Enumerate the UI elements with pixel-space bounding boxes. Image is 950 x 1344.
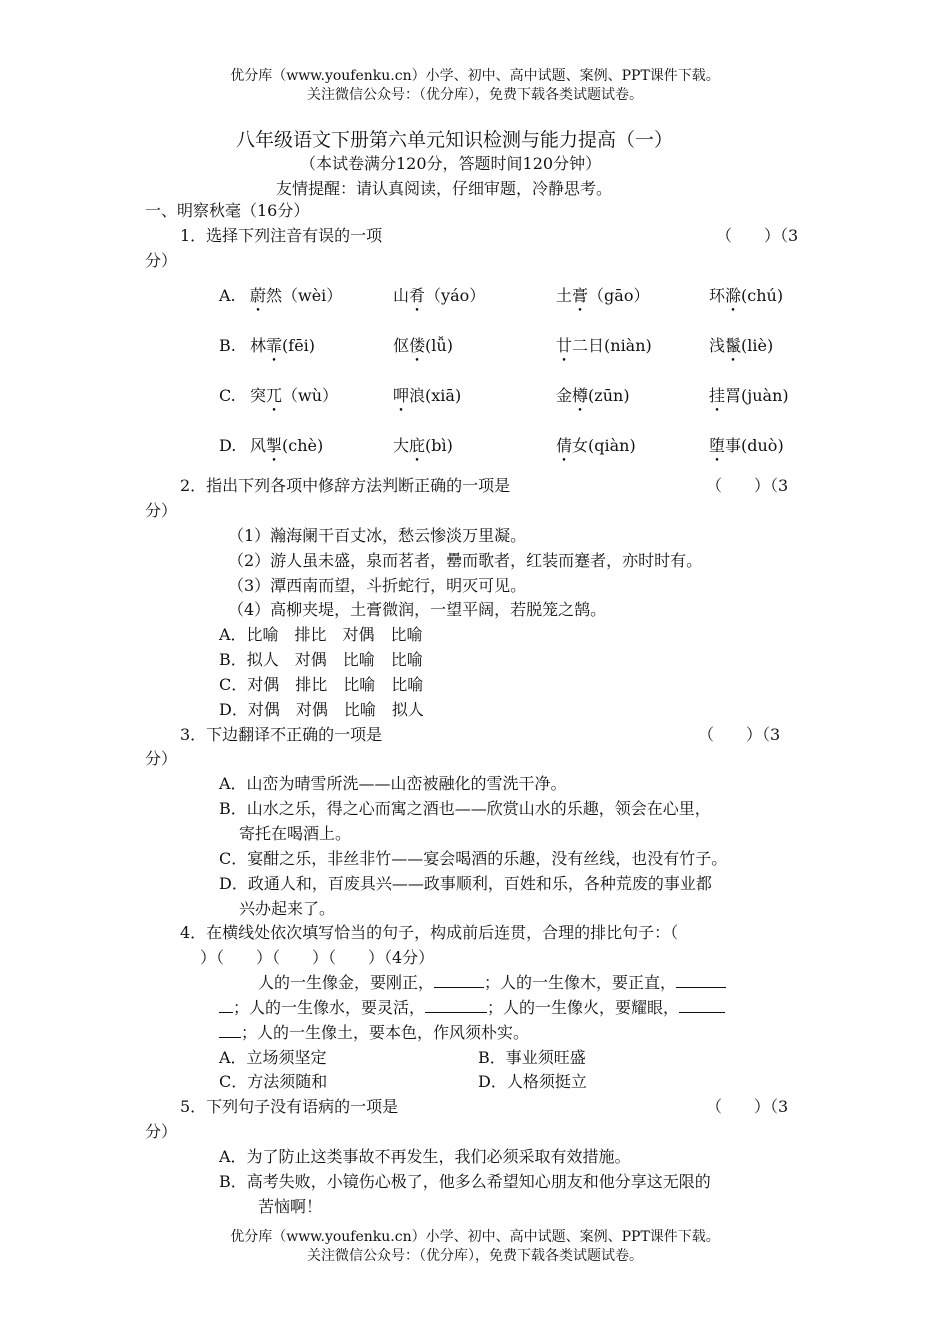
q1-c2: 呷浪(xiā): [393, 386, 462, 405]
q4-blank-1[interactable]: [434, 971, 484, 988]
site-header-line2: 关注微信公众号：（优分库），免费下载各类试题试卷。: [307, 87, 643, 103]
q1-a4: 环滁(chú): [709, 286, 784, 305]
q4-passage-line1: 人的一生像金，要刚正， ；人的一生像木，要正直，: [258, 971, 726, 995]
q1-stem: 1．选择下列注音有误的一项: [180, 226, 383, 245]
q3-option-d-cont: 兴办起来了。: [239, 899, 336, 918]
q4-stem-cont: ）（ ）（ ）（ ）（4分）: [200, 948, 435, 967]
q2-sentence-3: （3）潭西南而望，斗折蛇行，明灭可见。: [228, 576, 527, 595]
q5-option-b-cont: 苦恼啊！: [258, 1197, 323, 1216]
q3-option-c: C．宴酣之乐，非丝非竹——宴会喝酒的乐趣，没有丝线，也没有竹子。: [219, 849, 728, 868]
reminder: 友情提醒：请认真阅读，仔细审题，冷静思考。: [276, 179, 613, 198]
q3-option-d: D．政通人和，百废具兴——政事顺利，百姓和乐，各种荒废的事业都: [219, 874, 712, 893]
q5-score: 分）: [145, 1122, 178, 1141]
q2-sentence-2: （2）游人虽未盛，泉而茗者，罍而歌者，红装而蹇者，亦时时有。: [228, 551, 703, 570]
q3-option-a: A．山峦为晴雪所洗——山峦被融化的雪洗干净。: [219, 774, 567, 793]
q4-option-b: B．事业须旺盛: [478, 1048, 586, 1067]
q4-passage-line2: ；人的一生像水，要灵活， ；人的一生像火，要耀眼，: [219, 996, 725, 1020]
q2-option-b: B．拟人 对偶 比喻 比喻: [219, 650, 423, 669]
q1-option-d-label: D.: [219, 436, 237, 455]
q4-blank-2[interactable]: [676, 971, 726, 988]
q2-score: 分）: [145, 501, 178, 520]
page-title: 八年级语文下册第六单元知识检测与能力提高（一）: [236, 129, 674, 151]
q2-answer-bracket: （ ）（3: [706, 476, 789, 495]
q1-b4: 浅鬣(liè): [709, 336, 774, 355]
q1-d2: 大庇(bì): [393, 436, 453, 455]
q1-d1: 风掣(chè): [250, 436, 324, 455]
section-heading: 一、明察秋毫（16分）: [145, 201, 310, 220]
q1-a3: 土膏（gāo）: [556, 286, 650, 305]
q1-c1: 突兀（wù）: [250, 386, 339, 405]
q1-a2: 山肴（yáo）: [393, 286, 486, 305]
q3-option-b-cont: 寄托在喝酒上。: [239, 824, 352, 843]
q4-blank-4[interactable]: [679, 996, 725, 1013]
q3-answer-bracket: （ ）（3: [698, 725, 781, 744]
q1-b1: 林霏(fēi): [250, 336, 316, 355]
q4-option-d: D．人格须挺立: [478, 1072, 587, 1091]
q2-option-a: A．比喻 排比 对偶 比喻: [219, 625, 423, 644]
q1-d4: 堕事(duò): [709, 436, 784, 455]
site-footer-line1: 优分库（www.youfenku.cn）小学、初中、高中试题、案例、PPT课件下载。: [230, 1229, 720, 1245]
q1-score: 分）: [145, 251, 178, 270]
q3-option-b: B．山水之乐，得之心而寓之酒也——欣赏山水的乐趣，领会在心里，: [219, 799, 711, 818]
q1-answer-bracket: （ ）（3: [716, 226, 799, 245]
q1-b3: 廿二日(niàn): [556, 336, 652, 355]
q3-stem: 3．下边翻译不正确的一项是: [180, 725, 383, 744]
q1-option-b-label: B.: [219, 336, 236, 355]
q4-option-a: A．立场须坚定: [219, 1048, 327, 1067]
q1-c3: 金樽(zūn): [556, 386, 630, 405]
q4-blank-2-cont[interactable]: [219, 996, 233, 1013]
page-subtitle: （本试卷满分120分，答题时间120分钟）: [300, 154, 602, 173]
q4-stem: 4．在横线处依次填写恰当的句子，构成前后连贯，合理的排比句子：（: [180, 923, 679, 942]
q1-c4: 挂罥(juàn): [709, 386, 789, 405]
q5-answer-bracket: （ ）（3: [706, 1097, 789, 1116]
q5-option-b: B．高考失败，小镜伤心极了，他多么希望知心朋友和他分享这无限的: [219, 1172, 711, 1191]
q5-stem: 5．下列句子没有语病的一项是: [180, 1097, 399, 1116]
q2-stem: 2．指出下列各项中修辞方法判断正确的一项是: [180, 476, 511, 495]
q1-option-a-label: A.: [219, 286, 236, 305]
q2-sentence-4: （4）高柳夹堤，土膏微润，一望平阔，若脱笼之鹄。: [228, 600, 607, 619]
q1-b2: 伛偻(lǚ): [393, 336, 453, 355]
q2-sentence-1: （1）瀚海阑干百丈冰，愁云惨淡万里凝。: [228, 526, 527, 545]
q1-option-c-label: C.: [219, 386, 236, 405]
q2-option-d: D．对偶 对偶 比喻 拟人: [219, 700, 424, 719]
site-footer-line2: 关注微信公众号：（优分库），免费下载各类试题试卷。: [307, 1248, 643, 1264]
q5-option-a: A．为了防止这类事故不再发生，我们必须采取有效措施。: [219, 1147, 631, 1166]
q1-d3: 倩女(qiàn): [556, 436, 636, 455]
q1-a1: 蔚然（wèi）: [250, 286, 343, 305]
q3-score: 分）: [145, 749, 178, 768]
q2-option-c: C．对偶 排比 比喻 比喻: [219, 675, 424, 694]
q4-option-c: C．方法须随和: [219, 1072, 328, 1091]
q4-passage-line3: ；人的一生像土，要本色，作风须朴实。: [219, 1021, 529, 1045]
q4-blank-4-cont[interactable]: [219, 1021, 241, 1038]
q4-blank-3[interactable]: [425, 996, 487, 1013]
site-header-line1: 优分库（www.youfenku.cn）小学、初中、高中试题、案例、PPT课件下载。: [230, 68, 720, 84]
